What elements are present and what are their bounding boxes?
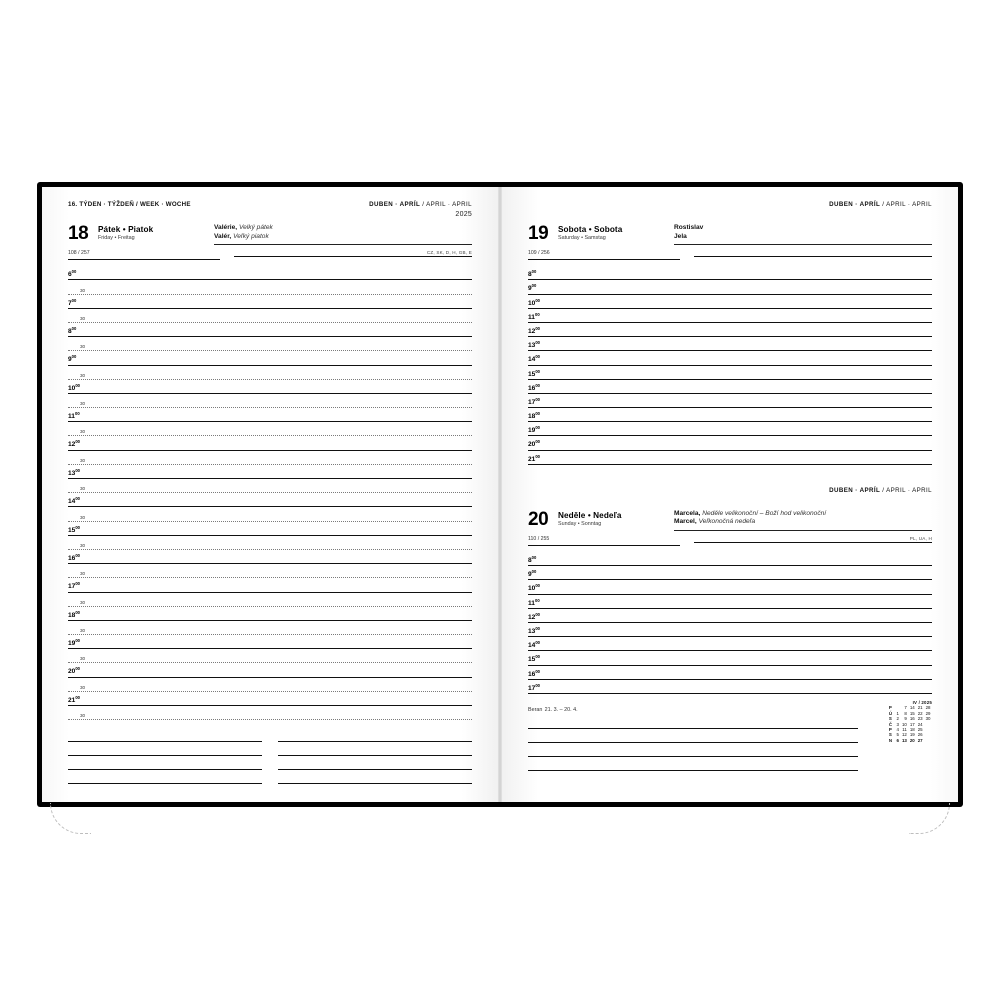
hour-grid-sunday (528, 552, 932, 694)
hour-label: $10^{00}$ (68, 382, 81, 392)
hour-label: $17^{00}$ (528, 682, 541, 692)
mini-calendar-row: N 6 13 20 27 (888, 737, 923, 743)
hour-label: $11^{00}$ (528, 597, 540, 607)
note-line[interactable] (68, 728, 262, 742)
note-line[interactable] (528, 743, 858, 757)
hour-label: $19^{00}$ (528, 425, 541, 435)
mini-calendar-row: Č 3 10 17 24 (888, 721, 923, 727)
month-label-sunday: DUBEN · APRÍL / APRIL · APRIL (829, 486, 932, 494)
note-line[interactable] (528, 715, 858, 729)
hour-label: $14^{00}$ (68, 496, 81, 506)
hour-label: $8^{00}$ (528, 269, 537, 279)
hour-label: $7^{00}$ (68, 297, 77, 307)
month-label-right: DUBEN · APRÍL / APRIL · APRIL (829, 201, 932, 208)
note-line[interactable] (528, 729, 858, 743)
hour-label: $19^{00}$ (68, 638, 81, 648)
nameday-line: Valér, Veľký piatok (214, 232, 269, 240)
hour-label: $15^{00}$ (528, 654, 541, 664)
hour-label: $8^{00}$ (528, 555, 537, 565)
day-of-year: 109 / 256 (528, 250, 550, 257)
half-hour-label: 30 (80, 287, 86, 293)
hour-label: $9^{00}$ (528, 569, 537, 579)
hour-label: $12^{00}$ (528, 611, 541, 621)
hour-label: $18^{00}$ (68, 609, 81, 619)
note-line[interactable] (68, 756, 262, 770)
half-hour-label: 30 (80, 684, 86, 690)
hour-label: $12^{00}$ (68, 439, 81, 449)
half-hour-label: 30 (80, 401, 86, 407)
nameday-line: Jela (674, 232, 687, 240)
hour-label: $10^{00}$ (528, 583, 541, 593)
mini-calendar-row: S 2 9 16 23 30 (888, 716, 931, 722)
day-block-20 (528, 510, 932, 546)
half-hour-label: 30 (80, 315, 86, 321)
note-line[interactable] (278, 728, 472, 742)
hour-label: $16^{00}$ (528, 668, 541, 678)
note-line[interactable] (68, 742, 262, 756)
notes-area-left[interactable] (68, 728, 472, 784)
hour-label: $14^{00}$ (528, 354, 541, 364)
hour-label: $10^{00}$ (528, 297, 541, 307)
hour-label: $9^{00}$ (528, 283, 537, 293)
page-corner-left (50, 803, 91, 834)
nameday-line: Marcel, Veľkonočná nedeľa (674, 518, 756, 526)
hour-grid-saturday (528, 266, 932, 465)
nameday-line: Marcela, Neděle velikonoční – Boží hod velikonoční (674, 509, 827, 517)
mini-calendar-title: IV / 2025 (912, 699, 932, 705)
half-hour-label: 30 (80, 571, 86, 577)
nameday-group (674, 224, 932, 245)
hour-label: $18^{00}$ (528, 411, 541, 421)
day-number: 18 (68, 223, 89, 244)
hour-label: $20^{00}$ (68, 666, 81, 676)
hour-label: $13^{00}$ (528, 625, 541, 636)
mini-calendar-row: S 5 12 19 26 (888, 732, 923, 738)
day-number: 19 (528, 223, 549, 244)
page-corner-right (909, 803, 950, 834)
half-hour-label: 30 (80, 514, 86, 520)
country-codes: PL, UA, H (909, 536, 932, 541)
hour-label: $14^{00}$ (528, 640, 541, 650)
half-hour-label: 30 (80, 599, 86, 605)
mini-calendar-row: P 7 14 21 28 (888, 705, 931, 711)
diary-book (38, 183, 962, 806)
hour-label: $17^{00}$ (528, 396, 541, 407)
mini-calendar-row: Ú 1 8 15 22 29 (888, 710, 931, 716)
day-block-18 (68, 224, 472, 260)
book-pages (42, 187, 958, 802)
week-label: 16. TÝDEN · TÝŽDEŇ / WEEK · WOCHE (68, 201, 191, 208)
hour-label: $15^{00}$ (528, 368, 541, 378)
day-name-group: Pátek • Piatok Friday • Freitag (98, 225, 154, 241)
hour-label: $11^{00}$ (528, 311, 540, 321)
note-line[interactable] (528, 757, 858, 771)
day-block-19 (528, 224, 932, 260)
half-hour-label: 30 (80, 429, 86, 435)
hour-label: $17^{00}$ (68, 581, 81, 591)
hour-label: $21^{00}$ (68, 694, 81, 704)
hour-label: $12^{00}$ (528, 325, 541, 336)
half-hour-label: 30 (80, 457, 86, 463)
note-line[interactable] (68, 770, 262, 784)
hour-label: $13^{00}$ (528, 340, 541, 350)
country-codes: CZ, SK, D, H, GB, E (426, 250, 472, 256)
hour-label: $9^{00}$ (68, 354, 77, 364)
hour-grid-left (68, 266, 472, 720)
day-number: 20 (528, 508, 549, 530)
half-hour-label: 30 (80, 542, 86, 548)
nameday-line: Rostislav (674, 224, 704, 231)
year-label: 2025 (455, 211, 472, 218)
zodiac-block (528, 699, 932, 771)
nameday-line: Valérie, Velký pátek (214, 224, 273, 231)
note-line[interactable] (278, 756, 472, 770)
left-page-header (68, 201, 472, 218)
right-page-header (528, 201, 932, 210)
month-label-left: DUBEN · APRÍL / APRIL · APRIL (369, 201, 472, 208)
day-name-group: Sobota • Sobota Saturday • Samstag (558, 225, 623, 241)
hour-label: $15^{00}$ (68, 524, 81, 534)
hour-label: $13^{00}$ (68, 467, 81, 477)
mini-calendar-row: P 4 11 18 25 (888, 726, 923, 732)
note-line[interactable] (278, 742, 472, 756)
hour-label: $8^{00}$ (68, 325, 77, 336)
day-of-year: 110 / 255 (528, 536, 550, 542)
half-hour-label: 30 (80, 656, 86, 662)
hour-label: $16^{00}$ (68, 552, 81, 563)
half-hour-label: 30 (80, 372, 86, 378)
zodiac-name: Beran 21. 3. – 20. 4. (528, 706, 578, 713)
day-of-year: 108 / 257 (68, 250, 90, 257)
hour-label: $21^{00}$ (528, 453, 541, 463)
half-hour-label: 30 (80, 344, 86, 350)
note-line[interactable] (278, 770, 472, 784)
sunday-header (528, 487, 932, 496)
mini-calendar (887, 700, 932, 743)
hour-label: $6^{00}$ (68, 269, 77, 279)
nameday-group (674, 510, 932, 531)
hour-label: $20^{00}$ (528, 439, 541, 449)
half-hour-label: 30 (80, 486, 86, 492)
hour-label: $16^{00}$ (528, 382, 541, 392)
half-hour-label: 30 (80, 628, 86, 634)
hour-label: $11^{00}$ (68, 411, 80, 421)
half-hour-label: 30 (80, 713, 86, 719)
page-left (42, 187, 498, 802)
nameday-group (214, 224, 472, 245)
page-right (502, 187, 958, 802)
day-name-group: Neděle • Nedeľa Sunday • Sonntag (558, 510, 622, 527)
